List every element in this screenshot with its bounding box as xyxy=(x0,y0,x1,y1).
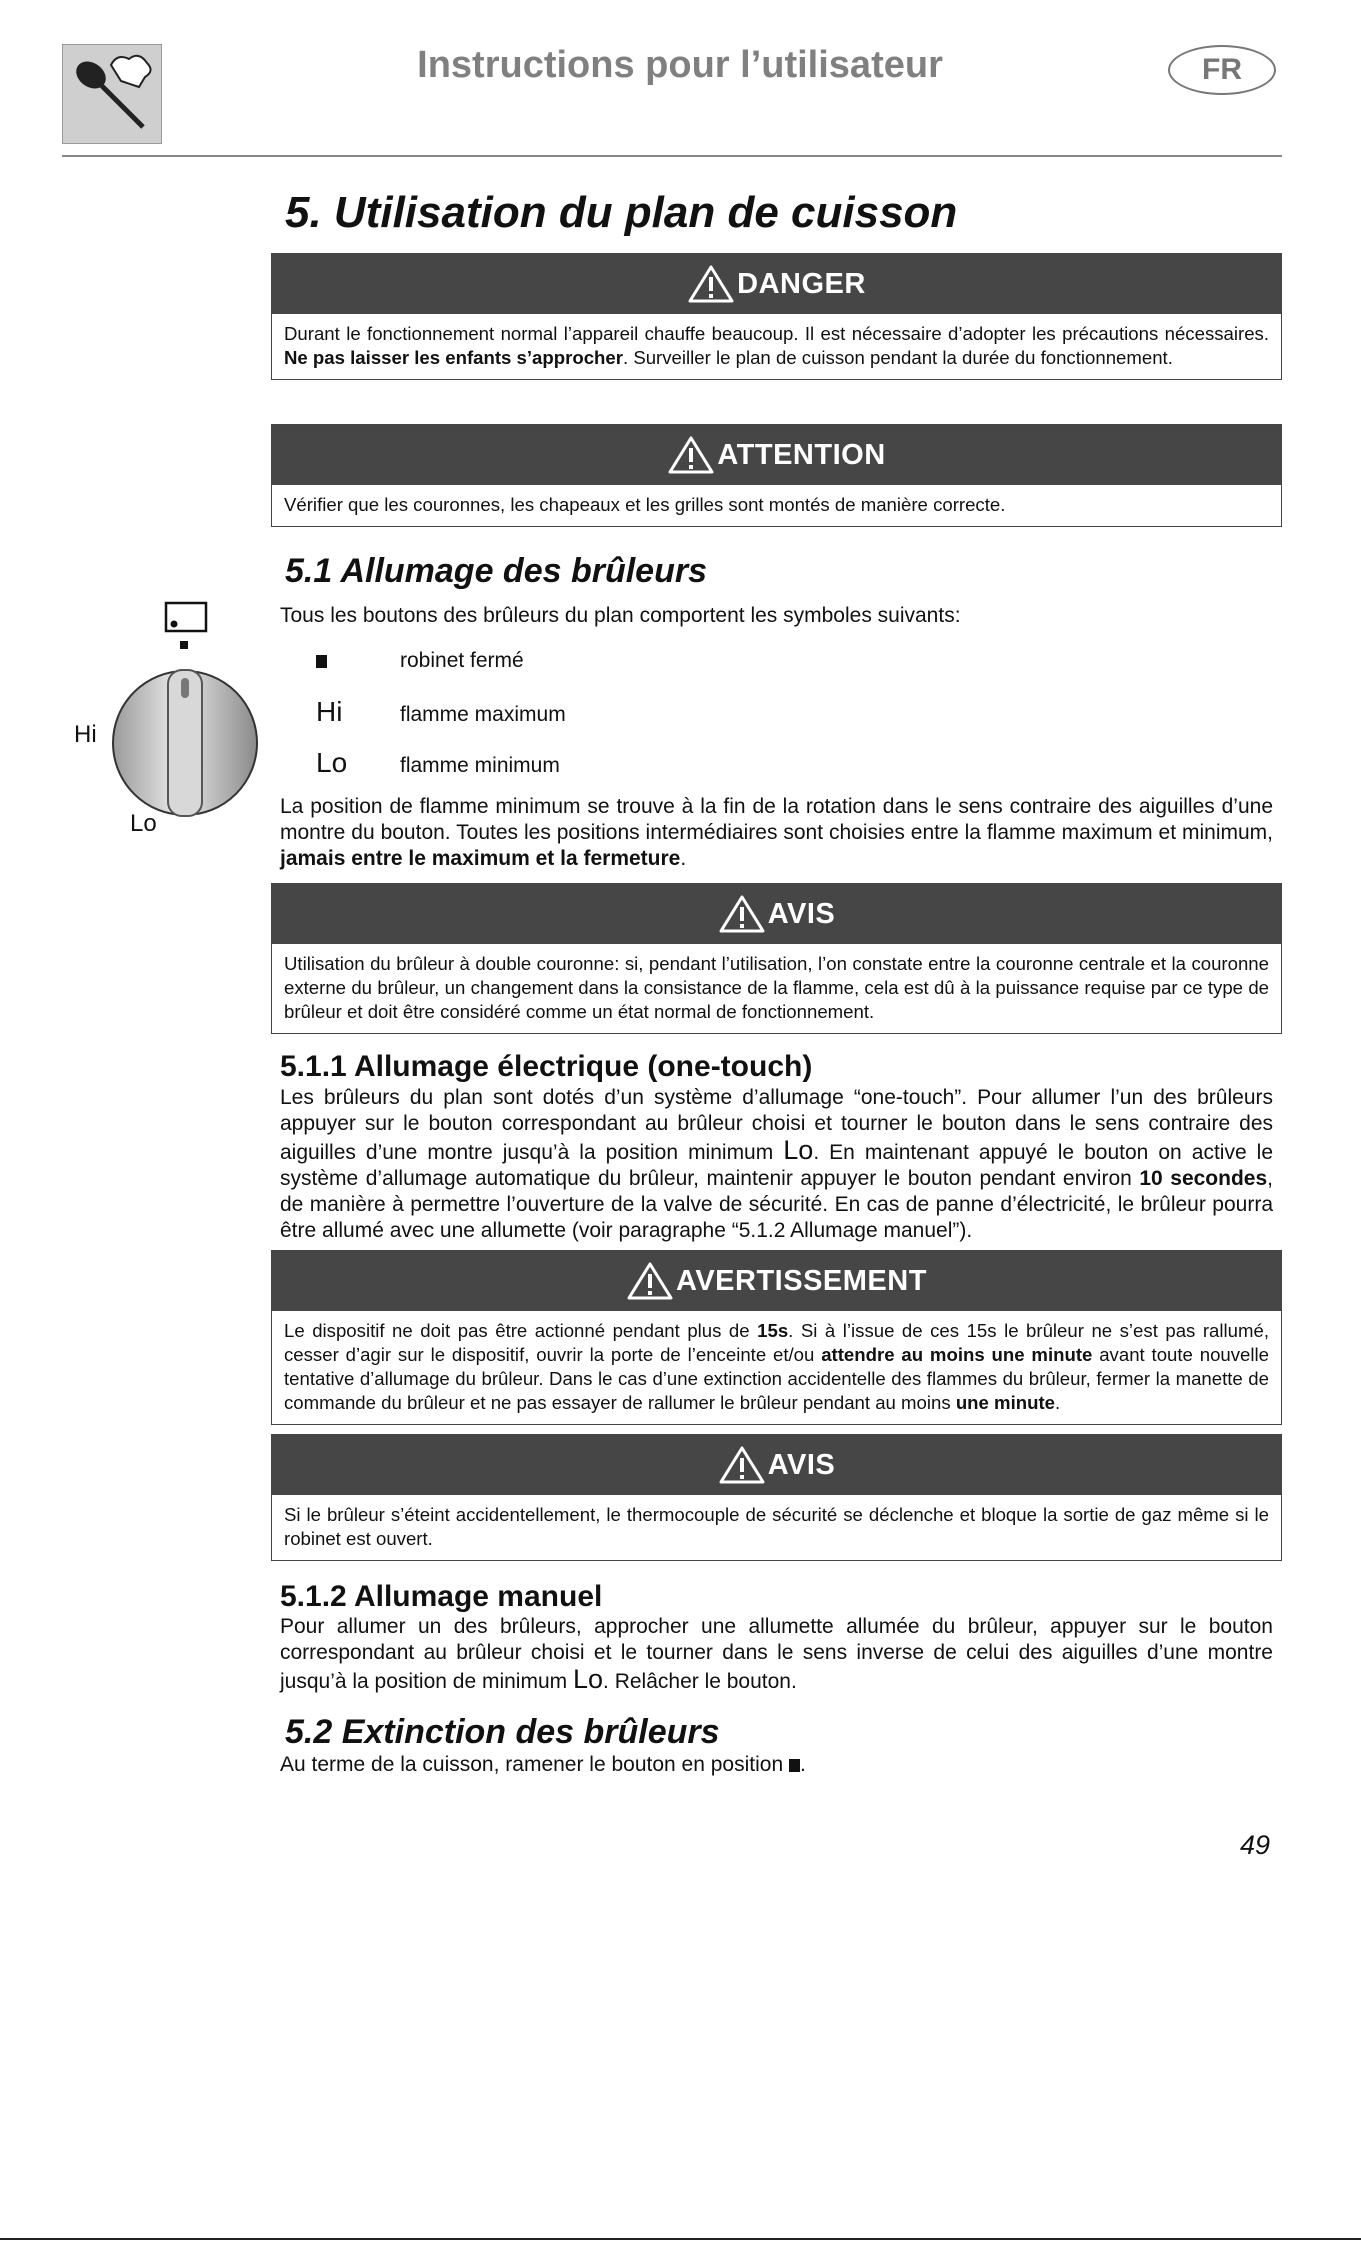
spoon-chef-hat-icon xyxy=(63,45,161,143)
warning-triangle-icon xyxy=(687,264,735,304)
symbol-row-closed: robinet fermé xyxy=(316,649,524,673)
section-5-1-2-text: Pour allumer un des brûleurs, approcher une allumette allumée du brûleur, appuyer sur le bouton correspondant au brûleur choisi et le tourner dans le sens inverse de celui des aiguilles d’une montre jusqu’à la position de minimum Lo. Relâcher le bouton. xyxy=(280,1615,1273,1694)
attention-header xyxy=(272,425,1281,485)
bottom-border xyxy=(0,2238,1361,2240)
header-title: Instructions pour l’utilisateur xyxy=(417,44,943,86)
section-5-1-1-text: Les brûleurs du plan sont dotés d’un système d’allumage “one-touch”. Pour allumer l’un des brûleurs appuyer sur le bouton correspondant au brûleur choisi et tourner le bouton dans le sens contraire des aiguilles d’une montre jusqu’à la position minimum Lo. En maintenant appuyé le bouton on active le système d’allumage automatique du brûleur, maintenir appuyer le bouton pendant environ 10 secondes, de manière à permettre l’ouverture de la valve de sécurité. En cas de panne d’électricité, le brûleur pourra être allumé avec une allumette (voir paragraphe “5.1.2 Allumage manuel”). xyxy=(280,1086,1273,1242)
warning-triangle-icon xyxy=(718,894,766,934)
avis-1-label: AVIS xyxy=(767,897,836,930)
attention-label: ATTENTION xyxy=(717,438,886,471)
section-5-title: 5. Utilisation du plan de cuisson xyxy=(285,188,958,237)
avertissement-label: AVERTISSEMENT xyxy=(676,1264,927,1297)
section-5-1-paragraph: La position de flamme minimum se trouve à la fin de la rotation dans le sens contraire des aiguilles d’une montre du bouton. Toutes les positions intermédiaires sont choisies entre la flamme maximum et minimum, jamais entre le maximum et la fermeture. xyxy=(280,795,1273,870)
attention-text: Vérifier que les couronnes, les chapeaux et les grilles sont montés de manière correcte. xyxy=(284,494,1006,515)
symbol-row-lo: Lo flamme minimum xyxy=(316,747,560,778)
symbol-row-hi: Hi flamme maximum xyxy=(316,696,566,727)
avis-2-text: Si le brûleur s’éteint accidentellement, le thermocouple de sécurité se déclenche et bloque la sortie de gaz même si le robinet est ouvert. xyxy=(284,1504,1269,1549)
danger-header xyxy=(272,254,1281,314)
danger-text: Durant le fonctionnement normal l’appareil chauffe beaucoup. Il est nécessaire d’adopter les précautions nécessaires. Ne pas laisser les enfants s’approcher. Surveiller le plan de cuisson pendant la durée du fonctionnement. xyxy=(284,323,1269,368)
header-divider xyxy=(62,155,1282,157)
section-5-2-text: Au terme de la cuisson, ramener le bouton en position . xyxy=(280,1753,806,1776)
danger-label: DANGER xyxy=(737,267,866,300)
knob-lo-label: Lo xyxy=(130,810,157,837)
knob-hi-label: Hi xyxy=(74,721,97,748)
section-5-1-2-title: 5.1.2 Allumage manuel xyxy=(280,1580,603,1613)
section-5-1-title: 5.1 Allumage des brûleurs xyxy=(285,552,707,590)
avis-1-header xyxy=(272,884,1281,944)
language-badge: FR xyxy=(1168,45,1276,95)
avertissement-box xyxy=(271,1250,1282,1425)
section-5-1-1-title: 5.1.1 Allumage électrique (one-touch) xyxy=(280,1050,813,1083)
warning-triangle-icon xyxy=(718,1445,766,1485)
avis-1-text: Utilisation du brûleur à double couronne: si, pendant l’utilisation, l’on constate entre la couronne centrale et la couronne externe du brûleur, un changement dans la consistance de la flamme, cela est dû à la puissance requise par ce type de brûleur et doit être considéré comme un état normal de fonctionnement. xyxy=(284,953,1269,1022)
avis-2-label: AVIS xyxy=(767,1448,836,1481)
page-number: 49 xyxy=(1240,1830,1271,1860)
section-5-2-title: 5.2 Extinction des brûleurs xyxy=(285,1713,720,1751)
avis-box-2 xyxy=(271,1434,1282,1561)
chef-logo xyxy=(62,44,162,144)
attention-box xyxy=(271,424,1282,527)
section-5-1-intro: Tous les boutons des brûleurs du plan comportent les symboles suivants: xyxy=(280,604,961,627)
closed-square-icon xyxy=(316,655,327,668)
warning-triangle-icon xyxy=(667,435,715,475)
warning-triangle-icon xyxy=(626,1261,674,1301)
avertissement-header xyxy=(272,1251,1281,1311)
burner-knob-diagram xyxy=(70,600,270,860)
avertissement-text: Le dispositif ne doit pas être actionné pendant plus de 15s. Si à l’issue de ces 15s le brûleur ne s’est pas rallumé, cesser d’agir sur le dispositif, ouvrir la porte de l’enceinte et/ou attendre au moins une minute avant toute nouvelle tentative d’allumage du brûleur. Dans le cas d’une extinction accidentelle des flammes du brûleur, fermer la manette de commande du brûleur et ne pas essayer de rallumer le brûleur pendant au moins une minute. xyxy=(284,1320,1269,1413)
closed-square-icon xyxy=(180,641,188,649)
avis-2-header xyxy=(272,1435,1281,1495)
closed-square-icon xyxy=(789,1759,800,1772)
danger-box xyxy=(271,253,1282,380)
avis-box-1 xyxy=(271,883,1282,1034)
